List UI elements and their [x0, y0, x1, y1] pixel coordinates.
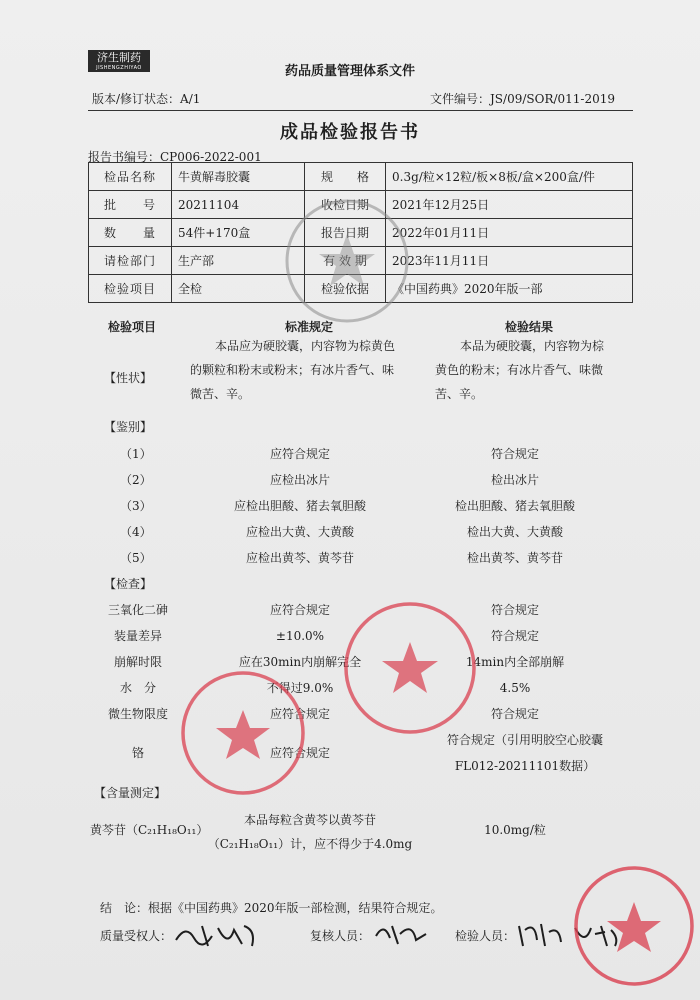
section-identification: 【鉴别】 [104, 420, 153, 434]
inspect-item: 微生物限度 [107, 707, 168, 721]
logo-subtext: JISHENGZHIYAO [96, 65, 142, 71]
section-character: 【性状】 [104, 371, 153, 385]
ident-standard: 应符合规定 [269, 447, 330, 461]
info-value: 54件+170盒 [172, 219, 305, 247]
assay-standard-1: 本品每粒含黄芩以黄芩苷 [243, 813, 376, 827]
inspect-item: 三氧化二砷 [107, 603, 168, 617]
info-value: 牛黄解毒胶囊 [172, 163, 305, 191]
inspector-label: 检验人员： [455, 929, 516, 943]
file-number: 文件编号：JS/09/SOR/011-2019 [430, 92, 616, 106]
ident-no: （1） [120, 447, 152, 461]
info-label: 规 格 [305, 163, 386, 191]
section-inspection: 【检查】 [104, 577, 153, 591]
info-label: 检品名称 [89, 163, 172, 191]
conclusion: 结 论：根据《中国药典》2020年版一部检测，结果符合规定。 [100, 901, 443, 915]
character-result-2: 黄色的粉末；有冰片香气、味微 [435, 363, 604, 377]
info-label: 请检部门 [89, 247, 172, 275]
faded-stamp [282, 196, 412, 326]
character-result-1: 本品为硬胶囊，内容物为棕 [460, 339, 605, 353]
inspect-standard: 应符合规定 [269, 707, 330, 721]
info-value: 2023年11月11日 [386, 247, 633, 275]
column-head-standard: 标准规定 [285, 320, 334, 334]
inspect-standard: ±10.0% [275, 629, 325, 643]
info-label: 报告日期 [305, 219, 386, 247]
page-title: 成品检验报告书 [280, 122, 420, 143]
character-standard-3: 微苦、辛。 [190, 387, 251, 401]
ident-standard: 应检出大黄、大黄酸 [245, 525, 354, 539]
info-value: 0.3g/粒×12粒/板×8板/盒×200盒/件 [386, 163, 633, 191]
inspect-result: 符合规定 [490, 603, 539, 617]
info-value: 2022年01月11日 [386, 219, 633, 247]
ident-standard: 应检出黄芩、黄芩苷 [245, 551, 354, 565]
ident-no: （4） [120, 525, 152, 539]
qa-signature [172, 918, 262, 952]
inspect-item: 铬 [131, 746, 144, 760]
ident-result: 检出黄芩、黄芩苷 [466, 551, 563, 565]
table-row [89, 163, 633, 191]
logo-text: 济生制药 [97, 51, 141, 64]
inspect-item: 崩解时限 [113, 655, 162, 669]
info-label: 有 效 期 [305, 247, 386, 275]
character-standard-1: 本品应为硬胶囊，内容物为棕黄色 [215, 339, 396, 353]
ident-result: 检出胆酸、猪去氧胆酸 [454, 499, 575, 513]
inspect-standard: 应符合规定 [269, 746, 330, 760]
ident-result: 检出冰片 [490, 473, 539, 487]
info-label: 收检日期 [305, 191, 386, 219]
inspection-stamp [570, 862, 698, 990]
ident-no: （5） [120, 551, 152, 565]
ident-standard: 应检出冰片 [269, 473, 330, 487]
info-value: 生产部 [172, 247, 305, 275]
info-label: 检验项目 [89, 275, 172, 303]
info-label: 检验依据 [305, 275, 386, 303]
character-standard-2: 的颗粒和粉末或粉末；有冰片香气、味 [190, 363, 395, 377]
inspect-result-continued: FL012-20211101数据） [454, 759, 596, 773]
qa-label: 质量受权人： [100, 929, 173, 943]
column-head-result: 检验结果 [505, 320, 554, 334]
ident-result: 符合规定 [490, 447, 539, 461]
version-status: 版本/修订状态：A/1 [92, 92, 201, 106]
inspect-result: 符合规定 [490, 707, 539, 721]
info-value: 全检 [172, 275, 305, 303]
quality-stamp [178, 668, 308, 798]
inspect-result: 符合规定（引用明胶空心胶囊 [446, 733, 603, 747]
inspect-result: 4.5% [499, 681, 531, 695]
document-system-title: 药品质量管理体系文件 [284, 64, 415, 79]
assay-item: 黄芩苷（C₂₁H₁₈O₁₁） [90, 823, 209, 837]
header-divider [88, 110, 633, 111]
ident-no: （2） [120, 473, 152, 487]
ident-result: 检出大黄、大黄酸 [466, 525, 563, 539]
inspect-result: 符合规定 [490, 629, 539, 643]
report-number: 报告书编号：CP006-2022-001 [88, 150, 262, 164]
info-label: 批 号 [89, 191, 172, 219]
section-assay: 【含量测定】 [94, 786, 167, 800]
reviewer-signature [372, 918, 432, 948]
inspect-standard: 不得过9.0% [266, 681, 334, 695]
inspect-standard: 应在30min内崩解完全 [238, 655, 362, 669]
ident-no: （3） [120, 499, 152, 513]
character-result-3: 苦、辛。 [435, 387, 484, 401]
ident-standard: 应检出胆酸、猪去氧胆酸 [233, 499, 366, 513]
column-head-item: 检验项目 [108, 320, 157, 334]
info-label: 数 量 [89, 219, 172, 247]
company-stamp [340, 598, 480, 738]
reviewer-label: 复核人员： [310, 929, 371, 943]
assay-result: 10.0mg/粒 [484, 823, 546, 837]
inspect-item: 装量差异 [113, 629, 162, 643]
info-value: 20211104 [172, 191, 305, 219]
assay-standard-2: （C₂₁H₁₈O₁₁）计，应不得少于4.0mg [207, 837, 413, 851]
info-value: 2021年12月25日 [386, 191, 633, 219]
inspect-result: 14min内全部崩解 [465, 655, 565, 669]
inspect-standard: 应符合规定 [269, 603, 330, 617]
inspect-item: 水 分 [119, 681, 156, 695]
info-value: 《中国药典》2020年版一部 [386, 275, 633, 303]
